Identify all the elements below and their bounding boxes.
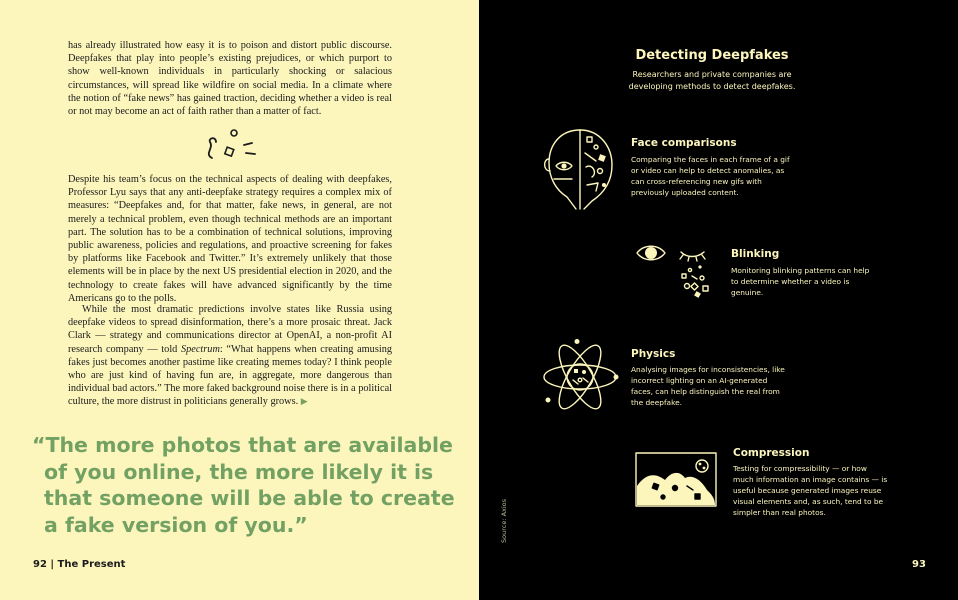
infographic-intro: Researchers and private companies are developing methods to detect deepfakes. (628, 70, 796, 91)
pull-quote-line: of you online, the more likely it is (44, 459, 434, 484)
source-credit: Source: Axios (500, 498, 508, 543)
end-mark-icon: ▶ (300, 396, 308, 407)
section-title: Compression (733, 447, 810, 459)
section-text: Comparing the faces in each frame of a gif or video can help to detect anomalies, as can cross-referencing new gifs with previously uploaded content. (631, 155, 790, 197)
pull-quote-line: “The more photos that are available (32, 433, 453, 457)
section-text: Testing for compressibility — or how much information an image contains — is useful because generated images reuse visual elements and, as such, tend to be simpler than real photos. (733, 464, 888, 517)
page-number-right: 93 (912, 559, 926, 570)
section-text: Analysing images for inconsistencies, like incorrect lighting on an AI-generated faces, can help distinguish the real from the deepfake. (631, 365, 785, 407)
paragraph-1: has already illustrated how easy it is to poison and distort public discourse. Deepfakes that play into people’s existing prejudices, or which purport to show well-known individuals in particularly shocking or salacious circumstances, will spread like wildfire on social media. In a climate where the notion of “fake news” has gained traction, deciding whether a video is real or not may become an act of faith rather than a matter of fact. (68, 40, 392, 118)
squiggle-ornament-icon (200, 126, 260, 166)
infographic-title: Detecting Deepfakes (635, 48, 789, 63)
image-icon (635, 452, 717, 508)
paragraph-2: Despite his team’s focus on the technical aspects of dealing with deepfakes, Professor Lyu says that any anti-deepfake strategy requires a complex mix of measures: “Deepfakes and, for that matter, fake news, in general, are not merely a technical problem, even though technical methods are an important part. The solution has to be a combination of technical solutions, improving public awareness, policies and regulations, and proactive screening for fakes by platforms like Facebook and Twitter.” It’s extremely unlikely that those elements will be in place by the next US presidential election in 2020, and the technology to create fakes will have advanced significantly by the time Americans go to the polls. (68, 174, 392, 304)
section-title: Blinking (731, 248, 780, 260)
page-number-left: 92 | The Present (33, 559, 126, 570)
eye-blink-icon (634, 240, 724, 302)
pull-quote-line: that someone will be able to create (44, 486, 455, 510)
atom-icon (540, 340, 620, 414)
publication-name: Spectrum (180, 343, 220, 355)
section-title: Physics (631, 348, 676, 360)
pull-quote (32, 432, 455, 538)
face-icon (540, 123, 620, 213)
section-title: Face comparisons (631, 137, 737, 149)
section-text: Monitoring blinking patterns can help to determine whether a video is genuine. (731, 266, 870, 297)
paragraph-3: While the most dramatic predictions involve states like Russia using deepfake videos to spread disinformation, there’s a more prosaic threat. Jack Clark — strategy and communications director at OpenAI, a non-profit AI research company — told Spectrum: “What happens when creating amusing fakes just becomes another pastime like creating memes today? I think people who are just kind of having fun are, in aggregate, more dangerous than individual bad actors.” The more faked background noise there is in a political culture, the more distrust in politicians generally grows. ▶ (68, 304, 392, 408)
pull-quote-line: a fake version of you.” (44, 512, 308, 537)
